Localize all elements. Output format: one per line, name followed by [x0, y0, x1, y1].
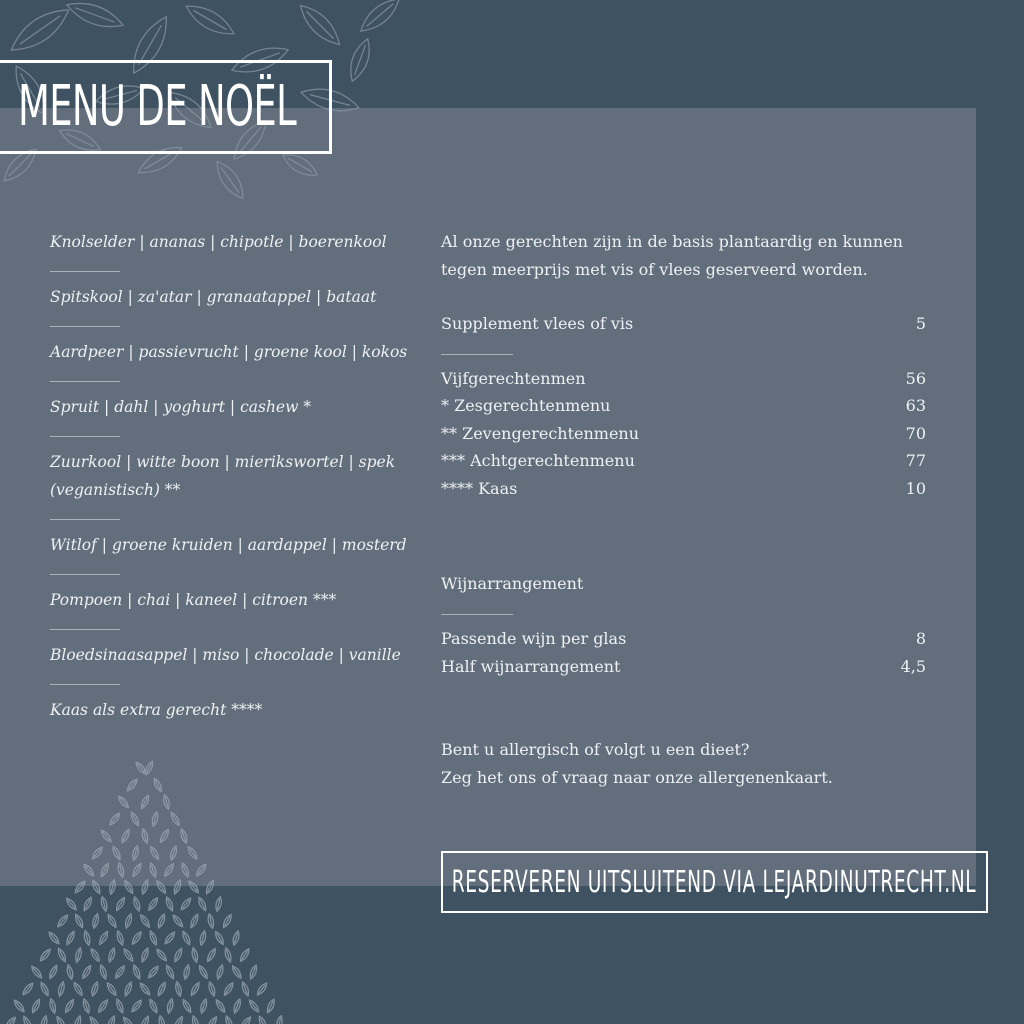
- dish-line: Zuurkool | witte boon | mierikswortel | spek: [50, 453, 396, 471]
- divider: [50, 629, 120, 630]
- dish-item: [50, 641, 420, 669]
- dish-line: Knolselder | ananas | chipotle | boerenkool: [50, 233, 387, 251]
- reservation-link[interactable]: RESERVEREN UITSLUITEND VIA LEJARDINUTRECHT.NL: [452, 864, 977, 900]
- divider: [50, 326, 120, 327]
- intro-line: tegen meerprijs met vis of vlees geserveerd worden.: [441, 260, 868, 279]
- dish-line: Witlof | groene kruiden | aardappel | mosterd: [50, 536, 407, 554]
- price-value: 10: [905, 478, 926, 498]
- price-row: [441, 365, 926, 393]
- dish-item: [50, 283, 420, 311]
- divider: [50, 271, 120, 272]
- price-label: Half wijnarrangement: [441, 656, 621, 676]
- menu-price-list: [441, 365, 926, 503]
- price-value: 8: [915, 629, 926, 648]
- dish-line: Bloedsinaasappel | miso | chocolade | vanille: [50, 646, 401, 664]
- price-value: 70: [905, 423, 926, 443]
- price-row: [441, 475, 926, 503]
- dish-item: [50, 448, 420, 504]
- dish-item: [50, 531, 420, 559]
- price-label: Vijfgerechtenmen: [441, 368, 586, 388]
- dish-line: Spitskool | za'atar | granaatappel | bataat: [50, 288, 377, 306]
- supplement-row: [441, 310, 926, 338]
- allergy-note: [441, 736, 926, 792]
- dish-item: [50, 696, 420, 724]
- price-value: 4,5: [900, 656, 926, 676]
- dish-line: Kaas als extra gerecht ****: [50, 701, 263, 719]
- price-value: 63: [905, 396, 926, 415]
- dish-list: [50, 228, 420, 724]
- dish-item: [50, 393, 420, 421]
- price-row: [441, 392, 926, 420]
- intro-line: Al onze gerechten zijn in de basis plantaardig en kunnen: [441, 232, 903, 251]
- dish-line: Aardpeer | passievrucht | groene kool | kokos: [50, 343, 408, 361]
- price-value: 56: [905, 368, 926, 388]
- price-label: ** Zevengerechtenmenu: [441, 423, 640, 443]
- dish-item: [50, 228, 420, 256]
- price-label: *** Achtgerechtenmenu: [441, 451, 635, 470]
- page-title: MENU DE NOËL: [18, 74, 297, 139]
- price-label: Passende wijn per glas: [441, 629, 627, 648]
- pricing-column: [441, 228, 926, 792]
- price-row: [441, 447, 926, 475]
- allergy-line: Bent u allergisch of volgt u een dieet?: [441, 740, 750, 759]
- dish-item: [50, 338, 420, 366]
- price-row: [441, 420, 926, 448]
- allergy-line: Zeg het ons of vraag naar onze allergenenkaart.: [441, 768, 833, 787]
- price-label: **** Kaas: [441, 478, 518, 498]
- divider: [50, 381, 120, 382]
- dish-line: (veganistisch) **: [50, 481, 181, 499]
- divider: [50, 684, 120, 685]
- wine-heading: Wijnarrangement: [441, 574, 584, 593]
- price-label: * Zesgerechtenmenu: [441, 396, 611, 415]
- reservation-banner[interactable]: [441, 851, 988, 913]
- dish-line: Spruit | dahl | yoghurt | cashew *: [50, 398, 312, 416]
- dish-line: Pompoen | chai | kaneel | citroen ***: [50, 591, 337, 609]
- price-value: 77: [905, 451, 926, 470]
- title-frame: [0, 60, 332, 154]
- divider: [50, 574, 120, 575]
- price-row: [441, 653, 926, 681]
- price-row: [441, 625, 926, 653]
- divider: [50, 519, 120, 520]
- intro-text: [441, 228, 926, 284]
- price-label: Supplement vlees of vis: [441, 314, 634, 333]
- dish-item: [50, 586, 420, 614]
- price-value: 5: [915, 314, 926, 333]
- divider: [50, 436, 120, 437]
